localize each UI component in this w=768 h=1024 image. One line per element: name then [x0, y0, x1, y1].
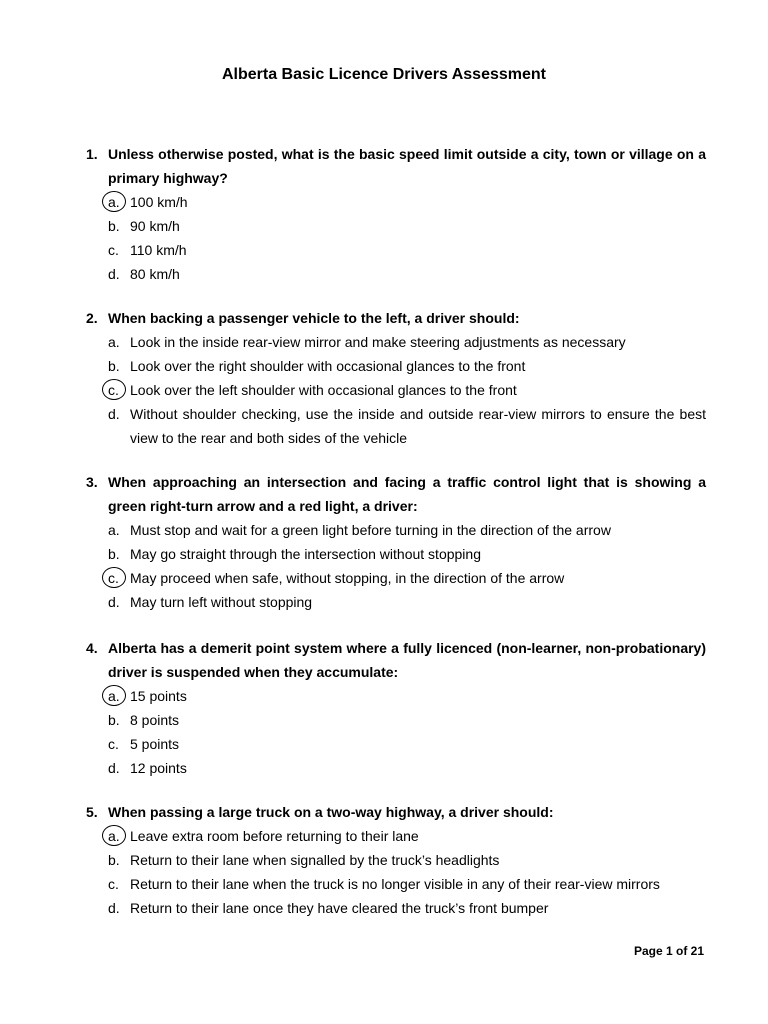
option-letter-text: b.: [108, 712, 120, 728]
question-number: 2.: [86, 310, 98, 326]
option-text: 80 km/h: [130, 266, 180, 282]
answer-option: [108, 684, 706, 708]
option-letter: [108, 896, 130, 920]
question-number: 1.: [86, 146, 98, 162]
question-text: Alberta has a demerit point system where a fully licenced (non-learner, non-probationary) driver is suspended when they accumulate:: [108, 640, 706, 680]
answer-option: [108, 330, 706, 354]
option-letter-text: a.: [108, 688, 120, 704]
option-list: [108, 330, 706, 450]
answer-option: [108, 872, 706, 896]
option-text: Without shoulder checking, use the inside and outside rear-view mirrors to ensure the best view to the rear and both sides of the vehicle: [130, 406, 706, 446]
question-text: Unless otherwise posted, what is the basic speed limit outside a city, town or village on a primary highway?: [108, 146, 706, 186]
answer-option: [108, 708, 706, 732]
option-letter-text: c.: [108, 876, 119, 892]
option-letter: [108, 262, 130, 286]
question-number: 3.: [86, 474, 98, 490]
option-text: Look over the right shoulder with occasional glances to the front: [130, 358, 526, 374]
option-letter-text: d.: [108, 594, 120, 610]
option-letter: [108, 190, 130, 214]
page-number: Page 1 of 21: [633, 944, 704, 958]
option-text: Leave extra room before returning to their lane: [130, 828, 419, 844]
question-stem: [86, 142, 706, 190]
option-letter-text: a.: [108, 828, 120, 844]
answer-option: [108, 262, 706, 286]
option-letter: [108, 756, 130, 780]
question-stem: [86, 800, 706, 824]
option-text: Return to their lane when the truck is no longer visible in any of their rear-view mirrors: [130, 876, 660, 892]
option-letter: [108, 330, 130, 354]
option-letter-text: b.: [108, 218, 120, 234]
option-text: 5 points: [130, 736, 180, 752]
answer-option: [108, 214, 706, 238]
option-letter-text: a.: [108, 194, 120, 210]
question-text: When backing a passenger vehicle to the left, a driver should:: [108, 310, 520, 326]
option-text: Return to their lane when signalled by the truck’s headlights: [130, 852, 500, 868]
answer-option: [108, 542, 706, 566]
option-letter-text: a.: [108, 522, 120, 538]
answer-option: [108, 732, 706, 756]
option-text: 12 points: [130, 760, 187, 776]
option-text: May go straight through the intersection without stopping: [130, 546, 481, 562]
option-letter-text: b.: [108, 358, 120, 374]
option-text: May proceed when safe, without stopping, in the direction of the arrow: [130, 570, 565, 586]
question-stem: [86, 306, 706, 330]
question-1: [86, 142, 706, 286]
answer-option: [108, 402, 706, 450]
option-list: [108, 518, 706, 614]
question-stem: [86, 470, 706, 518]
selected-answer-circle: [102, 191, 126, 212]
option-text: Look in the inside rear-view mirror and make steering adjustments as necessary: [130, 334, 626, 350]
answer-option: [108, 566, 706, 590]
question-text: When approaching an intersection and facing a traffic control light that is showing a green right-turn arrow and a red light, a driver:: [108, 474, 706, 514]
option-letter: [108, 708, 130, 732]
option-letter: [108, 732, 130, 756]
answer-option: [108, 190, 706, 214]
selected-answer-circle: [102, 567, 126, 588]
question-number: 4.: [86, 640, 98, 656]
option-letter-text: c.: [108, 736, 119, 752]
option-text: Return to their lane once they have cleared the truck’s front bumper: [130, 900, 549, 916]
option-text: 100 km/h: [130, 194, 188, 210]
option-letter: [108, 354, 130, 378]
document-title: Alberta Basic Licence Drivers Assessment: [221, 66, 546, 83]
question-stem: [86, 636, 706, 684]
option-letter-text: d.: [108, 900, 120, 916]
option-letter-text: c.: [108, 242, 119, 258]
question-3: [86, 470, 706, 614]
question-5: [86, 800, 706, 920]
option-letter-text: c.: [108, 382, 119, 398]
option-letter: [108, 566, 130, 590]
option-list: [108, 190, 706, 286]
answer-option: [108, 238, 706, 262]
selected-answer-circle: [102, 685, 126, 706]
option-text: 8 points: [130, 712, 180, 728]
answer-option: [108, 354, 706, 378]
option-letter: [108, 542, 130, 566]
answer-option: [108, 896, 706, 920]
answer-option: [108, 378, 706, 402]
option-letter: [108, 518, 130, 542]
answer-option: [108, 848, 706, 872]
option-letter-text: d.: [108, 266, 120, 282]
answer-option: [108, 590, 706, 614]
option-letter: [108, 214, 130, 238]
option-text: May turn left without stopping: [130, 594, 313, 610]
option-letter-text: d.: [108, 760, 120, 776]
option-text: Must stop and wait for a green light before turning in the direction of the arrow: [130, 522, 611, 538]
question-text: When passing a large truck on a two-way highway, a driver should:: [108, 804, 554, 820]
answer-option: [108, 756, 706, 780]
option-letter-text: a.: [108, 334, 120, 350]
answer-option: [108, 824, 706, 848]
question-4: [86, 636, 706, 780]
option-letter-text: b.: [108, 546, 120, 562]
option-letter: [108, 238, 130, 262]
option-letter: [108, 590, 130, 614]
option-letter: [108, 402, 130, 450]
option-text: 110 km/h: [130, 242, 187, 258]
selected-answer-circle: [102, 825, 126, 846]
option-letter-text: c.: [108, 570, 119, 586]
option-letter: [108, 848, 130, 872]
option-letter-text: d.: [108, 406, 120, 422]
option-letter: [108, 684, 130, 708]
option-text: Look over the left shoulder with occasional glances to the front: [130, 382, 517, 398]
option-list: [108, 824, 706, 920]
option-letter: [108, 872, 130, 896]
option-letter: [108, 378, 130, 402]
option-text: 15 points: [130, 688, 187, 704]
selected-answer-circle: [102, 379, 126, 400]
question-number: 5.: [86, 804, 98, 820]
option-text: 90 km/h: [130, 218, 180, 234]
option-letter: [108, 824, 130, 848]
option-letter-text: b.: [108, 852, 120, 868]
option-list: [108, 684, 706, 780]
answer-option: [108, 518, 706, 542]
question-2: [86, 306, 706, 450]
